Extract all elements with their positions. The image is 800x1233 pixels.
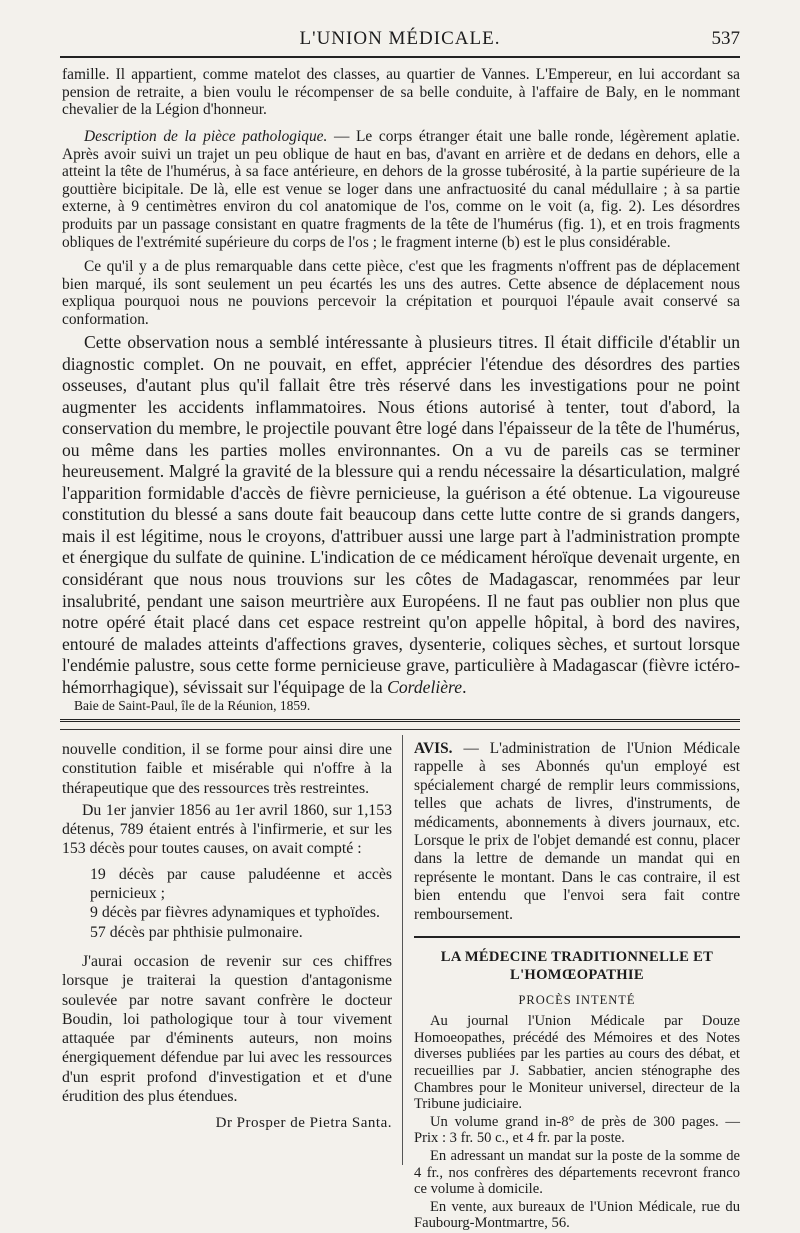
advertisement-body xyxy=(414,1013,740,1232)
notice-text: — L'administration de l'Union Médicale rappelle à ses Abonnés qu'un employé est spécialement chargé de remplir leurs commissions, telles que achats de livres, d'instruments, de médicaments, abonnements à divers journaux, etc. Lorsque le prix de l'objet demandé est connu, placer dans la lettre de demande un mandat qui en représente le montant. Dans le cas contraire, il est bien entendu que l'envoi sera fait contre remboursement. xyxy=(414,740,740,923)
section-double-rule xyxy=(60,719,740,722)
ad-text-3: En adressant un mandat sur la poste de la somme de 4 fr., nos confrères des départements recevront franco ce volume à domicile. xyxy=(414,1148,740,1198)
header-rule xyxy=(60,56,740,58)
pathology-text: — Le corps étranger était une balle ronde, légèrement aplatie. Après avoir suivi un trajet un peu oblique de haut en bas, d'avant en arrière et de dedans en dehors, elle a atteint la tête de l'humérus, à sa face antérieure, en dehors de la grosse tubérosité, à la partie supérieure de la gouttière bicipitale. De là, elle est venue se loger dans une anfractuosité du canal médullaire ; à sa partie externe, à 9 centimètres environ du col anatomique de l'os, comme on le voit (a, fig. 2). Les désordres produits par un passage consistant en quatre fragments de la tête de l'humérus (fig. 1), et en trois fragments obliques de l'extrémité supérieure du corps de l'os ; le fragment interne (b) est le plus considérable. xyxy=(62,128,740,251)
intro-text-1: famille. Il appartient, comme matelot des classes, au quartier de Vannes. L'Empereur, en lui accordant sa pension de retraite, a bien voulu le récompenser de sa belle conduite, à l'affaire de Baly, en le nommant chevalier de la Légion d'honneur. xyxy=(62,66,740,119)
column-divider xyxy=(402,735,403,1165)
notice-paragraph xyxy=(414,740,740,924)
footnote: Baie de Saint-Paul, île de la Réunion, 1859. xyxy=(74,698,311,713)
pathology-label: Description de la pièce pathologique. xyxy=(84,128,328,145)
ad-text-1: Au journal l'Union Médicale par Douze Homoeopathes, précédé des Mémoires et des Notes diverses publiées par les parties au cours des débat, et recueillies par J. Sabbatier, ancien sténographe des Chambres pour le Moniteur universel, directeur de la Tribune judiciaire. xyxy=(414,1013,740,1113)
ship-name: Cordelière xyxy=(387,676,463,697)
section-rule xyxy=(60,729,740,730)
page-header xyxy=(60,28,740,52)
journal-title: L'UNION MÉDICALE. xyxy=(299,28,501,49)
intro-paragraph-1 xyxy=(62,66,740,119)
intro-text-3: Ce qu'il y a de plus remarquable dans cette pièce, c'est que les fragments n'offrent pas de déplacement bien marqué, ils sont seulement un peu écartés les uns des autres. Cette absence de déplacement nous expliqua pourquoi nous ne pouvions percevoir la crépitation et pourquoi l'épaule avait conservé sa conformation. xyxy=(62,258,740,328)
author-signature: Dr Prosper de Pietra Santa. xyxy=(215,1115,392,1132)
advertisement-subtitle: PROCÈS INTENTÉ xyxy=(518,992,636,1007)
ad-text-2: Un volume grand in-8° de près de 300 pages. — Prix : 3 fr. 50 c., et 4 fr. par la poste. xyxy=(414,1113,740,1147)
notice-label: AVIS. xyxy=(414,740,453,757)
left-text-2: Du 1er janvier 1856 au 1er avril 1860, sur 1,153 détenus, 789 étaient entrés à l'infirmerie, et sur les 153 décès pour toutes causes, on avait compté : xyxy=(62,801,392,858)
advertisement-rule xyxy=(414,936,740,938)
left-text-1: nouvelle condition, il se forme pour ainsi dire une constitution faible et misérable qui n'offre à la thérapeutique que des ressources très restreintes. xyxy=(62,741,392,797)
list-item: 57 décès par phthisie pulmonaire. xyxy=(90,923,303,941)
intro-paragraph-2 xyxy=(62,128,740,251)
death-causes-list xyxy=(62,865,392,942)
right-column xyxy=(414,740,740,1233)
intro-paragraph-3 xyxy=(62,258,740,328)
list-item: 19 décès par cause paludéenne et accès pernicieux ; xyxy=(90,865,392,903)
advertisement-title: LA MÉDECINE TRADITIONNELLE ET L'HOMŒOPATHIE xyxy=(440,949,714,984)
left-column xyxy=(62,740,392,1134)
main-paragraph xyxy=(62,332,740,698)
main-text-end: . xyxy=(462,676,467,697)
ad-text-4: En vente, aux bureaux de l'Union Médicale, rue du Faubourg-Montmartre, 56. xyxy=(414,1198,740,1232)
list-item: 9 décès par fièvres adynamiques et typhoïdes. xyxy=(90,904,380,922)
page-number: 537 xyxy=(711,28,740,49)
left-text-3: J'aurai occasion de revenir sur ces chiffres lorsque je traiterai la question d'antagonisme soulevée par notre savant confrère le docteur Boudin, loi pathologique tour à tour vivement attaquée par d'éminents auteurs, non moins énergiquement défendue par lui avec les ressources d'un esprit profond d'investigation et et d'une érudition des plus étendues. xyxy=(62,952,392,1106)
main-text: Cette observation nous a semblé intéressante à plusieurs titres. Il était difficile d'établir un diagnostic complet. On ne pouvait, en effet, apprécier l'étendue des désordres des parties osseuses, d'autant plus qu'il fallait être très réservé dans les investigations pour ne point augmenter les accidents inflammatoires. Nous étions autorisé à tenter, tout d'abord, la conservation du membre, le projectile pouvant être logé dans l'épaisseur de la tête de l'humérus, ou même dans les parties molles environnantes. On a vu de pareils cas se terminer heureusement. Malgré la gravité de la blessure qui a rendu nécessaire la désarticulation, malgré l'apparition formidable d'accès de fièvre pernicieuse, la guérison a été obtenue. La vigoureuse constitution du blessé a sans doute fait beaucoup dans cette lutte contre de si grands dangers, mais il est légitime, nous le croyons, d'attribuer aussi une large part à l'administration prompte et énergique du sulfate de quinine. L'indication de ce médicament héroïque devenait urgente, en considérant que nous nous trouvions sur les côtes de Madagascar, renommées par leur insalubrité, pendant une saison meurtrière aux Européens. Il ne faut pas oublier non plus que notre opéré était placé dans cet espace restreint qu'on appelle hôpital, à bord des navires, entouré de malades atteints d'affections graves, dysenterie, coliques sèches, et surtout lorsque l'endémie palustre, sous cette forme pernicieuse grave, particulière à Madagascar (fièvre ictéro-hémorrhagique), sévissait sur l'équipage de la xyxy=(62,332,740,697)
